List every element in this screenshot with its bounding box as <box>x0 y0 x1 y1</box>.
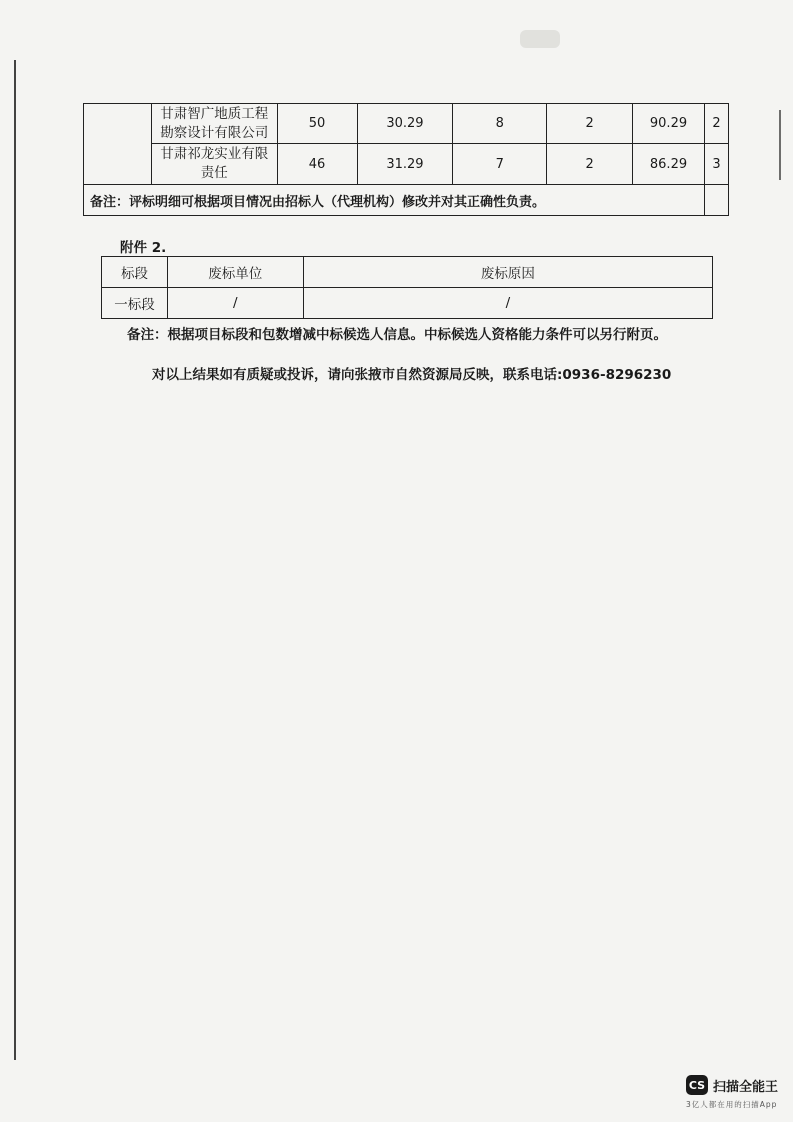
merged-section-cell <box>84 104 152 185</box>
rank: 3 <box>704 144 728 185</box>
total-score: 90.29 <box>633 104 705 144</box>
empty-cell <box>704 185 728 216</box>
score-cell: 2 <box>547 104 633 144</box>
scan-smudge <box>520 30 560 48</box>
table-header-row <box>102 257 713 288</box>
disqualified-table <box>101 256 713 319</box>
unit-cell: / <box>167 288 303 319</box>
header-section: 标段 <box>102 257 168 288</box>
score-cell: 50 <box>277 104 357 144</box>
score-cell: 30.29 <box>357 104 453 144</box>
score-cell: 7 <box>453 144 547 185</box>
bidder-name <box>151 104 277 144</box>
score-cell: 46 <box>277 144 357 185</box>
total-score: 86.29 <box>633 144 705 185</box>
bidder-name-line1: 甘肃祁龙实业有限 <box>160 146 269 162</box>
watermark-name: 扫描全能王 <box>713 1079 779 1095</box>
bidder-name-line2: 责任 <box>200 165 228 181</box>
bidder-name-line1: 甘肃智广地质工程 <box>160 105 269 122</box>
score-cell: 2 <box>547 144 633 185</box>
bidder-name-line2: 勘察设计有限公司 <box>160 124 269 141</box>
camscanner-icon: CS <box>686 1075 708 1095</box>
score-cell: 8 <box>453 104 547 144</box>
header-reason: 废标原因 <box>303 257 712 288</box>
scan-edge-left <box>14 60 16 1060</box>
table-row <box>84 144 729 185</box>
watermark-tagline: 3亿人都在用的扫描App <box>686 1100 778 1109</box>
camscanner-watermark <box>686 1075 778 1095</box>
note-row <box>84 185 729 216</box>
table-row <box>102 288 713 319</box>
bidder-name <box>151 144 277 185</box>
table-row <box>84 104 729 144</box>
table-note: 备注：评标明细可根据项目情况由招标人（代理机构）修改并对其正确性负责。 <box>84 185 705 216</box>
attachment-title: 附件 2. <box>120 240 167 256</box>
section-cell: 一标段 <box>102 288 168 319</box>
score-cell: 31.29 <box>357 144 453 185</box>
header-unit: 废标单位 <box>167 257 303 288</box>
contact-text: 对以上结果如有质疑或投诉，请向张掖市自然资源局反映，联系电话:0936-8296230 <box>152 367 672 383</box>
reason-cell: / <box>303 288 712 319</box>
remarks: 备注：根据项目标段和包数增减中标候选人信息。中标候选人资格能力条件可以另行附页。 <box>127 327 667 343</box>
scan-edge-right <box>779 110 781 180</box>
score-table <box>83 103 729 216</box>
rank: 2 <box>704 104 728 144</box>
